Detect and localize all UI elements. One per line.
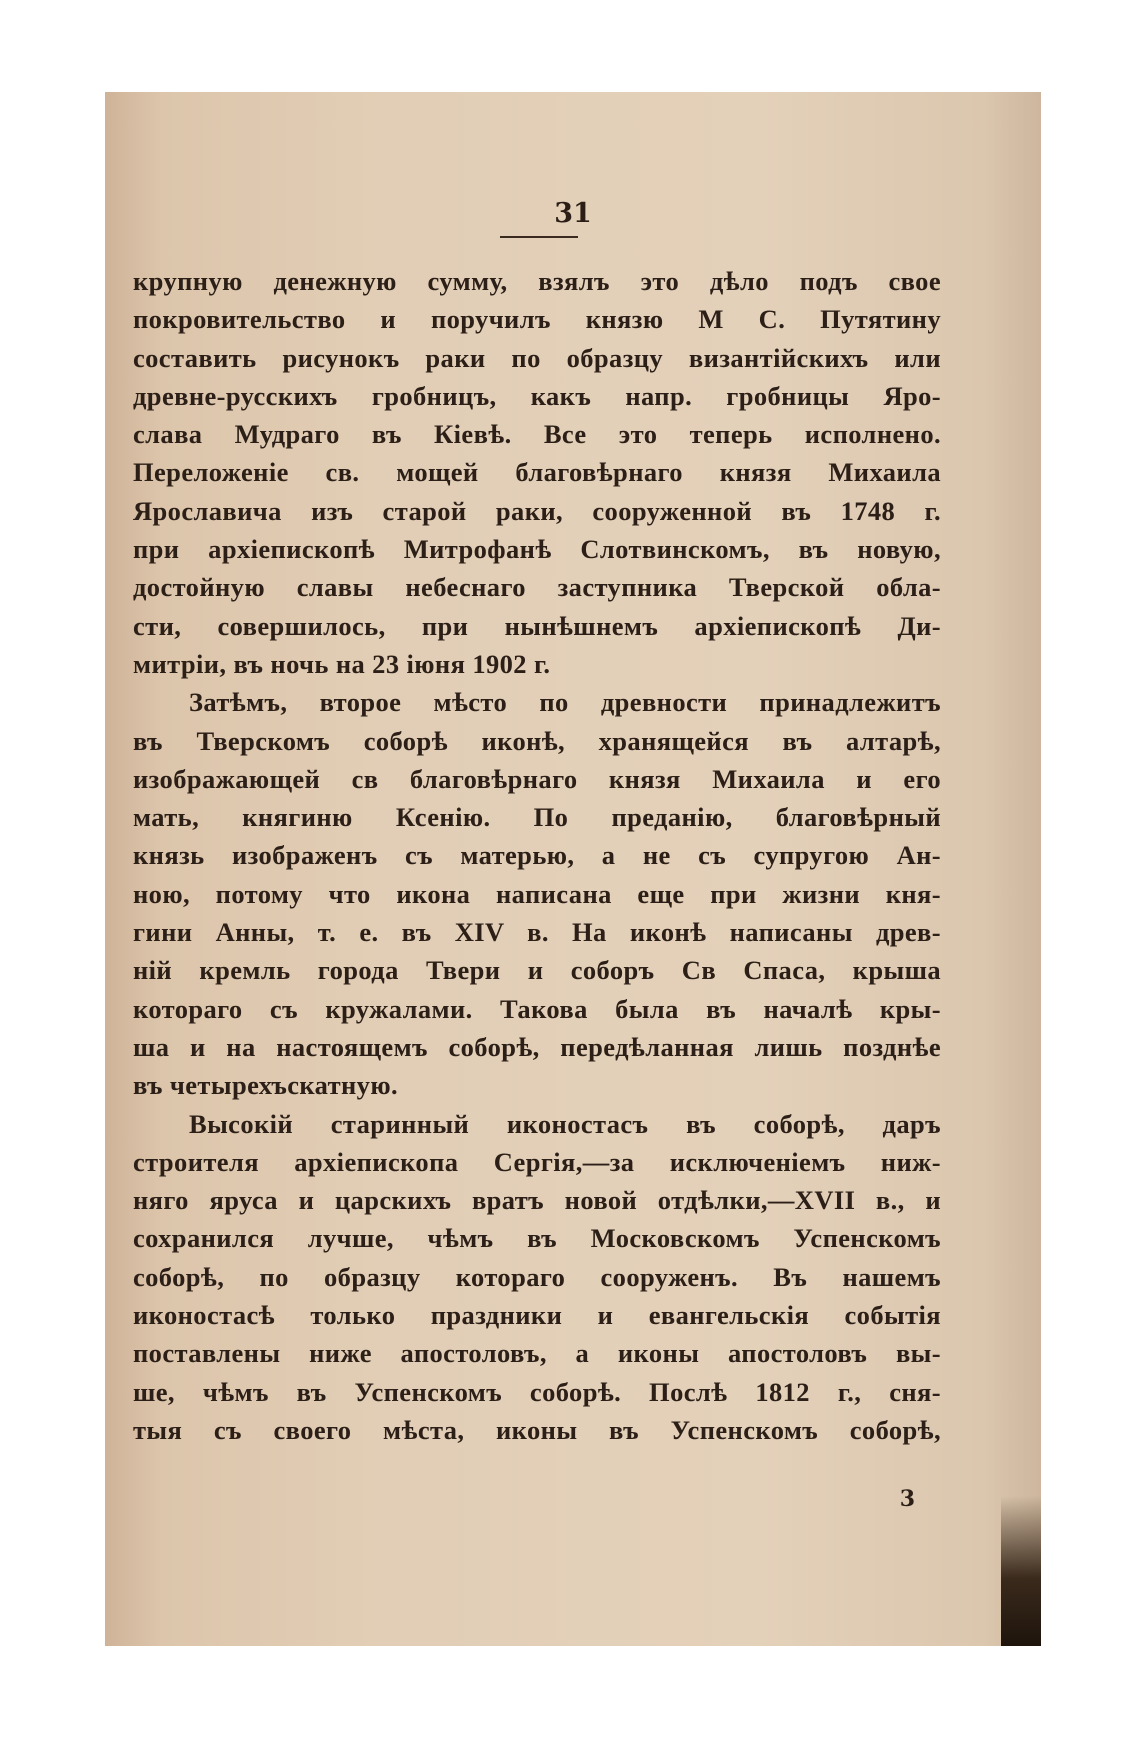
- text-line: ній кремль города Твери и соборъ Св Спаса, крыша: [133, 955, 941, 986]
- text-line: князь изображенъ съ матерью, а не съ супругою Ан-: [133, 840, 941, 871]
- paragraph: [133, 1105, 941, 1450]
- page-body: [133, 262, 941, 1449]
- text-line: составить рисунокъ раки по образцу византійскихъ или: [133, 342, 941, 373]
- text-line: митріи, въ ночь на 23 іюня 1902 г.: [133, 648, 551, 679]
- text-line: строителя архіепископа Сергія,—за исключеніемъ ниж-: [133, 1146, 941, 1177]
- text-line: соборѣ, по образцу котораго сооруженъ. Въ нашемъ: [133, 1261, 941, 1292]
- text-line: въ Тверскомъ соборѣ иконѣ, хранящейся въ алтарѣ,: [133, 725, 941, 756]
- text-line: слава Мудраго въ Кіевѣ. Все это теперь исполнено.: [133, 419, 941, 450]
- text-line: достойную славы небеснаго заступника Тверской обла-: [133, 572, 941, 603]
- text-line: котораго съ кружалами. Такова была въ началѣ кры-: [133, 993, 941, 1024]
- text-line: няго яруса и царскихъ вратъ новой отдѣлки,—XVII в., и: [133, 1185, 941, 1216]
- text-line: древне-русскихъ гробницъ, какъ напр. гробницы Яро-: [133, 380, 941, 411]
- text-line: Затѣмъ, второе мѣсто по древности принадлежитъ: [189, 687, 941, 718]
- text-line: Переложеніе св. мощей благовѣрнаго князя Михаила: [133, 457, 941, 488]
- text-line: сти, совершилось, при нынѣшнемъ архіепископѣ Ди-: [133, 610, 941, 641]
- text-line: гини Анны, т. е. въ XIV в. На иконѣ написаны древ-: [133, 917, 941, 948]
- signature-mark: 3: [899, 1486, 915, 1512]
- text-line: иконостасѣ только праздники и евангельскія событія: [133, 1300, 941, 1331]
- text-line: въ четырехъскатную.: [133, 1070, 399, 1101]
- text-line: Ярославича изъ старой раки, сооруженной въ 1748 г.: [133, 495, 941, 526]
- text-line: ше, чѣмъ въ Успенскомъ соборѣ. Послѣ 1812 г., сня-: [133, 1376, 941, 1407]
- text-line: Высокій старинный иконостасъ въ соборѣ, даръ: [189, 1108, 941, 1139]
- scanned-page: [105, 92, 1041, 1646]
- page-number: 31: [554, 198, 592, 229]
- text-line: ша и на настоящемъ соборѣ, передѣланная лишь позднѣе: [133, 1031, 941, 1062]
- text-line: поставлены ниже апостоловъ, а иконы апостоловъ вы-: [133, 1338, 941, 1369]
- text-line: мать, княгиню Ксенію. По преданію, благовѣрный: [133, 802, 941, 833]
- text-line: тыя съ своего мѣста, иконы въ Успенскомъ соборѣ,: [133, 1414, 941, 1445]
- text-line: ною, потому что икона написана еще при жизни кня-: [133, 878, 941, 909]
- text-line: сохранился лучше, чѣмъ въ Московскомъ Успенскомъ: [133, 1223, 941, 1254]
- text-line: крупную денежную сумму, взялъ это дѣло подъ свое: [133, 266, 941, 296]
- paragraph: [133, 683, 941, 1104]
- text-line: изображающей св благовѣрнаго князя Михаила и его: [133, 763, 941, 794]
- paragraph: [133, 262, 941, 683]
- text-line: при архіепископѣ Митрофанѣ Слотвинскомъ, въ новую,: [133, 534, 941, 565]
- text-line: покровительство и поручилъ князю М С. Путятину: [133, 304, 941, 335]
- page-number-rule: [500, 236, 578, 238]
